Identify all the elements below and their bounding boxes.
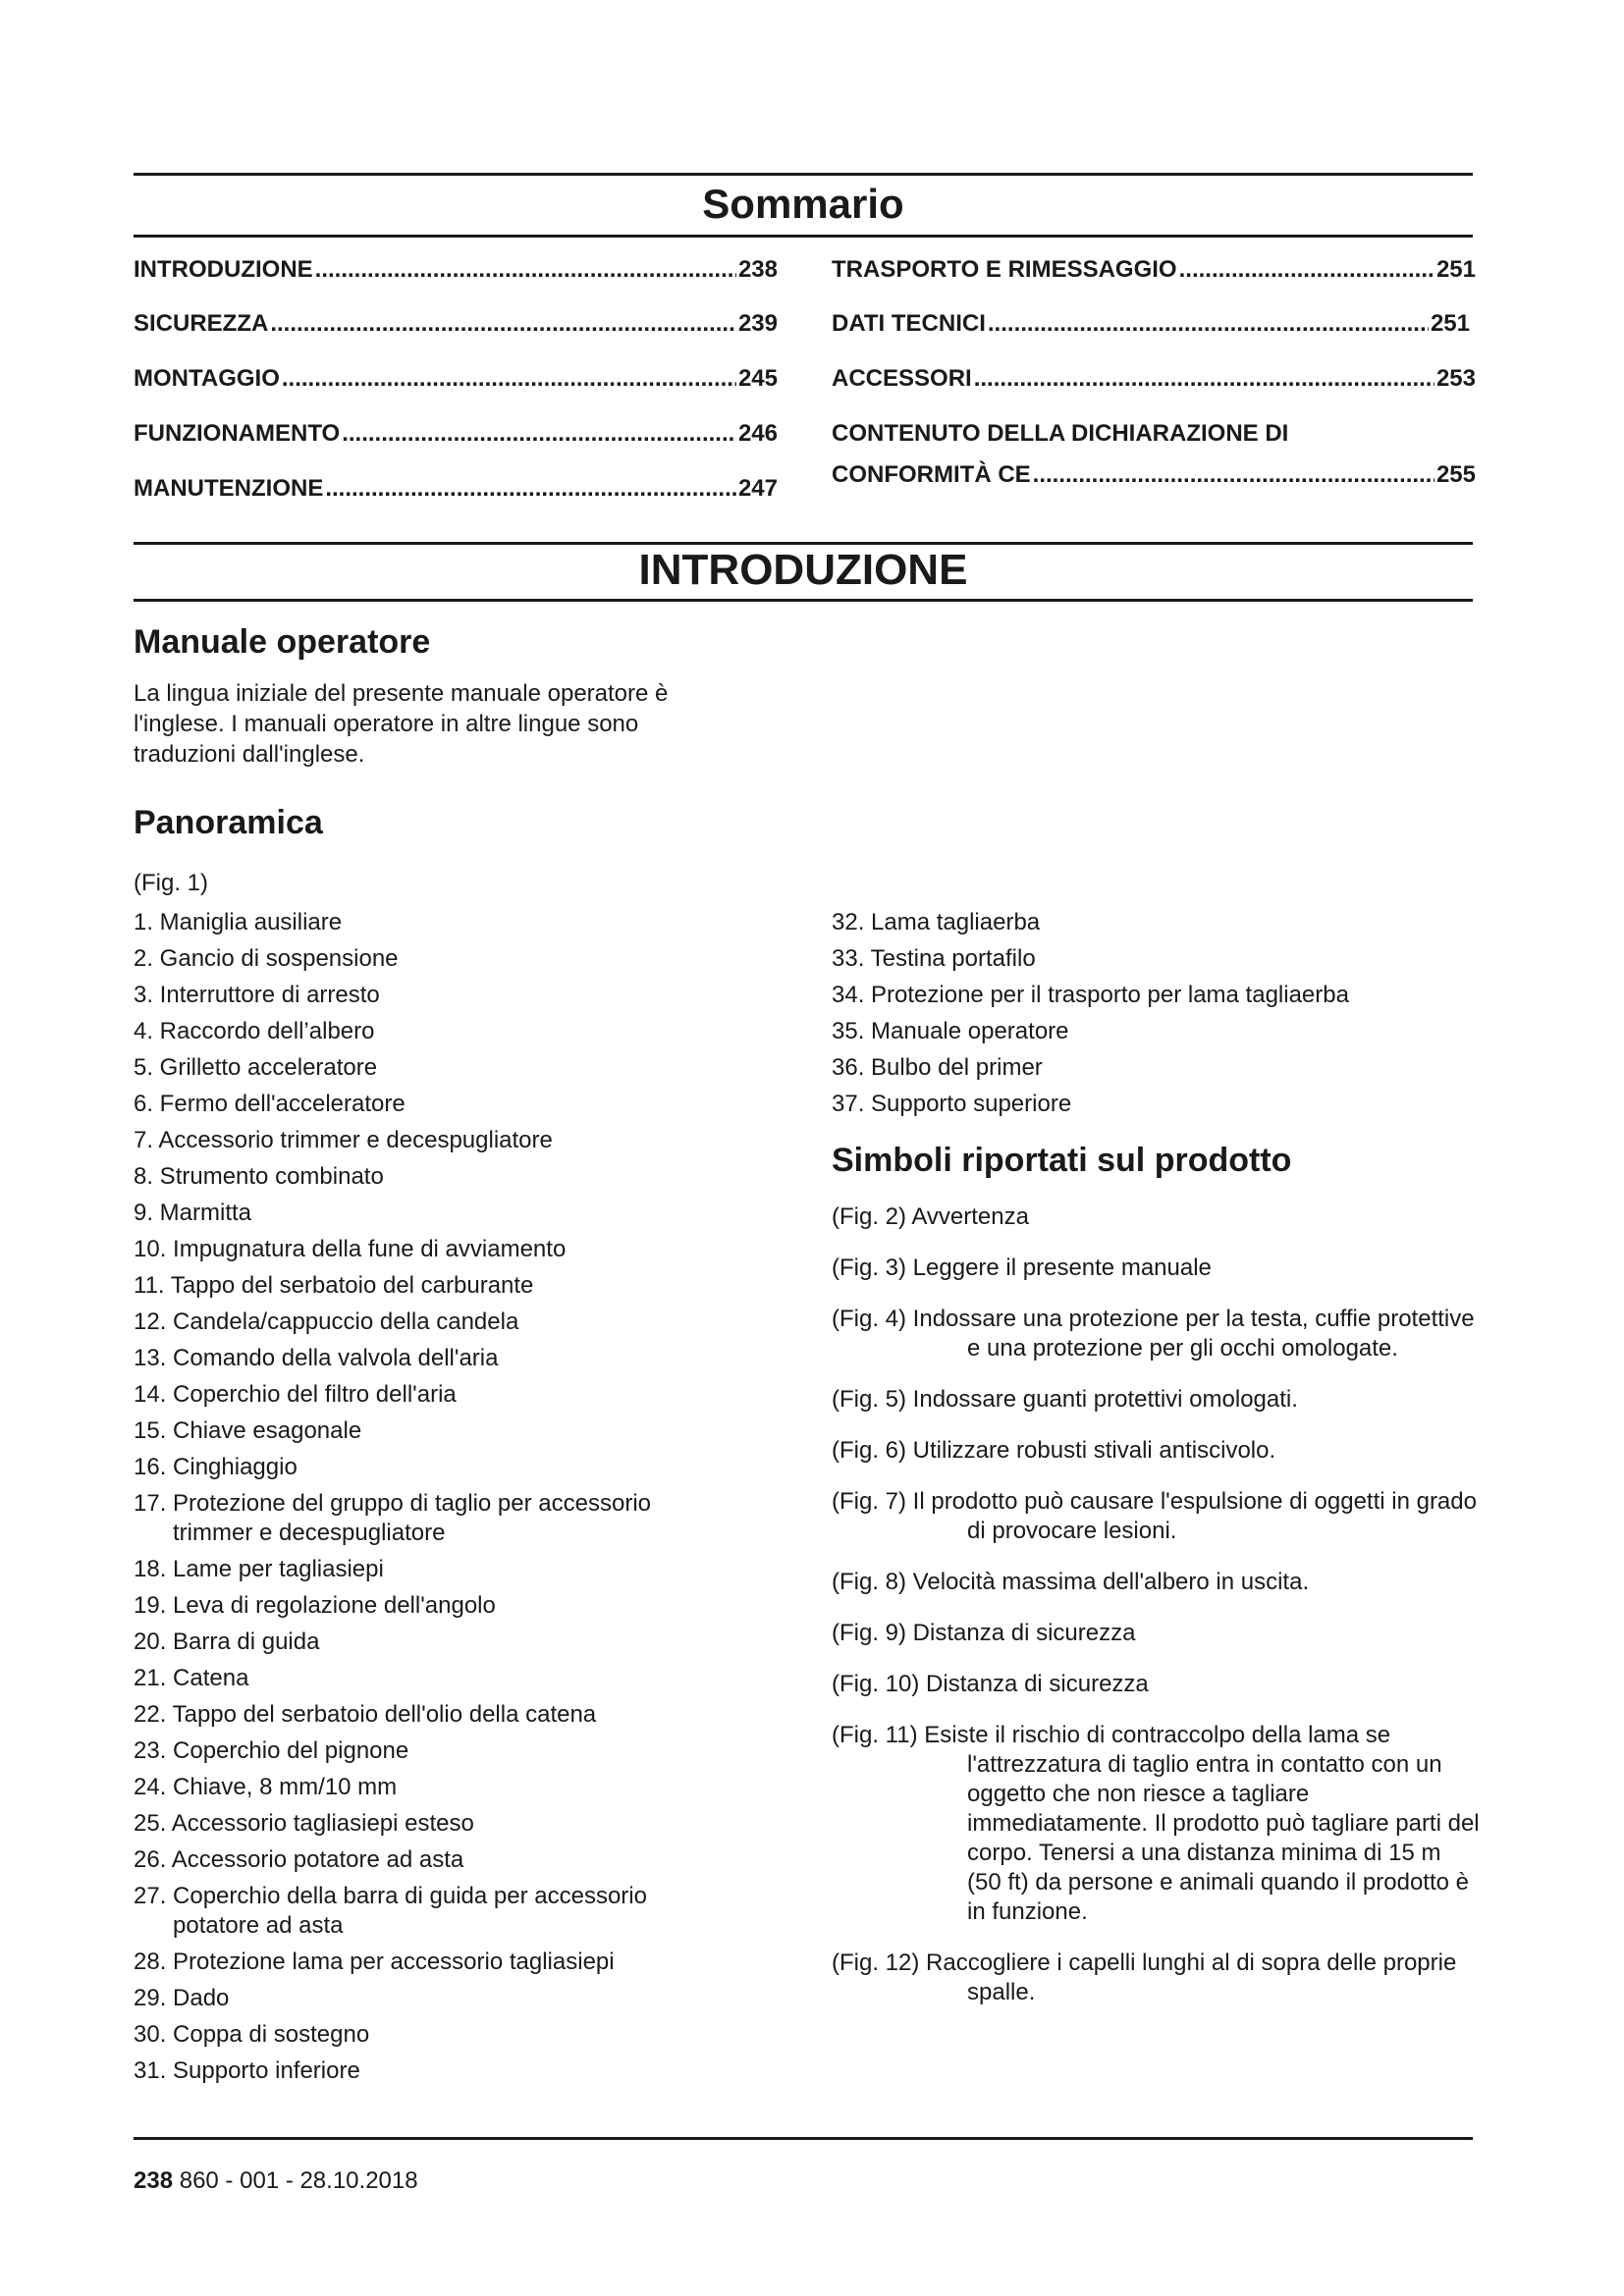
- symbol-item: (Fig. 9) Distanza di sicurezza: [832, 1620, 1136, 1646]
- toc-entry[interactable]: SICUREZZA ..... 239: [134, 309, 778, 339]
- list-item-continuation: trimmer e decespugliatore: [173, 1520, 446, 1546]
- list-item: 6. Fermo dell'acceleratore: [134, 1091, 406, 1117]
- list-item: 11. Tappo del serbatoio del carburante: [134, 1272, 534, 1299]
- symbol-item: (Fig. 12) Raccogliere i capelli lunghi al di sopra delle proprie spalle.: [832, 1949, 1457, 2005]
- parts-list-left: [134, 908, 801, 2093]
- list-item: 26. Accessorio potatore ad asta: [134, 1846, 464, 1873]
- toc-entry[interactable]: DATI TECNICI ..... 251: [832, 309, 1470, 339]
- list-item: 36. Bulbo del primer: [832, 1054, 1043, 1081]
- list-item: 37. Supporto superiore: [832, 1091, 1072, 1117]
- list-item: 4. Raccordo dell’albero: [134, 1018, 375, 1044]
- manuale-heading: Manuale operatore: [134, 623, 431, 661]
- list-item: 12. Candela/cappuccio della candela: [134, 1308, 519, 1335]
- list-item: 8. Strumento combinato: [134, 1163, 384, 1190]
- symbol-item: (Fig. 8) Velocità massima dell'albero in uscita.: [832, 1569, 1310, 1595]
- list-item: 1. Maniglia ausiliare: [134, 909, 343, 935]
- toc-title: Sommario: [702, 181, 904, 227]
- toc-entry[interactable]: FUNZIONAMENTO ..... 246: [134, 419, 778, 449]
- list-item: 20. Barra di guida: [134, 1629, 320, 1655]
- list-item: 28. Protezione lama per accessorio tagliasiepi: [134, 1949, 615, 1975]
- symbol-item: (Fig. 7) Il prodotto può causare l'espulsione di oggetti in grado di provocare lesioni.: [832, 1488, 1477, 1544]
- toc-top-rule: [134, 173, 1473, 176]
- list-item: 7. Accessorio trimmer e decespugliatore: [134, 1127, 553, 1153]
- list-item: 32. Lama tagliaerba: [832, 909, 1041, 935]
- list-item: 2. Gancio di sospensione: [134, 945, 399, 972]
- symbol-item: (Fig. 5) Indossare guanti protettivi omologati.: [832, 1386, 1298, 1413]
- symbol-item: (Fig. 6) Utilizzare robusti stivali antiscivolo.: [832, 1437, 1276, 1464]
- fig-ref: (Fig. 1): [134, 870, 209, 896]
- list-item: 25. Accessorio tagliasiepi esteso: [134, 1810, 474, 1837]
- list-item: 21. Catena: [134, 1665, 249, 1691]
- symbol-item: (Fig. 2) Avvertenza: [832, 1203, 1029, 1230]
- doc-reference: 860 - 001 - 28.10.2018: [179, 2167, 418, 2194]
- symbol-list: [832, 1202, 1480, 2007]
- list-item-continuation: potatore ad asta: [173, 1912, 344, 1939]
- symbol-item: (Fig. 11) Esiste il rischio di contraccolpo della lama se l'attrezzatura di taglio entra in contatto con un oggetto che non riesce a tagliare immediatamente. Il prodotto può tagliare parti del corpo. Tenersi a una distanza minima di 15 m (50 ft) da persone e animali quando il prodotto è in funzione.: [832, 1722, 1480, 1925]
- list-item: 33. Testina portafilo: [832, 945, 1036, 972]
- list-item: 3. Interruttore di arresto: [134, 982, 380, 1008]
- manuale-line: l'inglese. I manuali operatore in altre lingue sono: [134, 711, 639, 737]
- manuale-line: La lingua iniziale del presente manuale operatore è: [134, 680, 669, 707]
- list-item: 19. Leva di regolazione dell'angolo: [134, 1592, 496, 1619]
- symbol-item: (Fig. 10) Distanza di sicurezza: [832, 1671, 1149, 1697]
- symbol-item: (Fig. 4) Indossare una protezione per la testa, cuffie protettive e una protezione per gli occhi omologate.: [832, 1306, 1475, 1362]
- section-top-rule: [134, 542, 1473, 545]
- list-item: 31. Supporto inferiore: [134, 2057, 360, 2084]
- list-item: 18. Lame per tagliasiepi: [134, 1556, 384, 1582]
- list-item: 9. Marmitta: [134, 1200, 252, 1226]
- list-item: 35. Manuale operatore: [832, 1018, 1069, 1044]
- list-item: 15. Chiave esagonale: [134, 1417, 362, 1444]
- list-item: 29. Dado: [134, 1985, 230, 2011]
- list-item: 27. Coperchio della barra di guida per accessorio: [134, 1883, 647, 1909]
- page-number: 238: [134, 2167, 174, 2194]
- toc-entry[interactable]: ACCESSORI ..... 253: [832, 364, 1476, 394]
- toc-entry[interactable]: INTRODUZIONE ..... 238: [134, 255, 778, 285]
- toc-entry[interactable]: MANUTENZIONE ..... 247: [134, 474, 778, 504]
- list-item: 17. Protezione del gruppo di taglio per accessorio: [134, 1490, 651, 1517]
- section-bottom-rule: [134, 599, 1473, 602]
- toc-entry-first-line[interactable]: CONTENUTO DELLA DICHIARAZIONE DI: [832, 420, 1289, 447]
- toc-entry[interactable]: TRASPORTO E RIMESSAGGIO ..... 251: [832, 255, 1476, 285]
- list-item: 30. Coppa di sostegno: [134, 2021, 370, 2048]
- list-item: 16. Cinghiaggio: [134, 1454, 298, 1480]
- parts-list-right: [832, 908, 1480, 1126]
- list-item: 13. Comando della valvola dell'aria: [134, 1345, 499, 1371]
- toc-entry[interactable]: CONFORMITÀ CE ..... 255: [832, 460, 1476, 490]
- footer-rule: [134, 2137, 1473, 2140]
- toc-entry[interactable]: MONTAGGIO ..... 245: [134, 364, 778, 394]
- symbol-item: (Fig. 3) Leggere il presente manuale: [832, 1255, 1212, 1281]
- list-item: 10. Impugnatura della fune di avviamento: [134, 1236, 567, 1262]
- list-item: 5. Grilletto acceleratore: [134, 1054, 378, 1081]
- list-item: 34. Protezione per il trasporto per lama tagliaerba: [832, 982, 1349, 1008]
- simboli-heading: Simboli riportati sul prodotto: [832, 1142, 1292, 1179]
- list-item: 24. Chiave, 8 mm/10 mm: [134, 1774, 398, 1800]
- toc-bottom-rule: [134, 235, 1473, 238]
- panoramica-heading: Panoramica: [134, 804, 323, 841]
- list-item: 23. Coperchio del pignone: [134, 1737, 409, 1764]
- list-item: 22. Tappo del serbatoio dell'olio della catena: [134, 1701, 597, 1728]
- section-title: INTRODUZIONE: [638, 546, 968, 594]
- page-footer: [134, 2166, 418, 2196]
- list-item: 14. Coperchio del filtro dell'aria: [134, 1381, 457, 1408]
- manuale-line: traduzioni dall'inglese.: [134, 741, 365, 768]
